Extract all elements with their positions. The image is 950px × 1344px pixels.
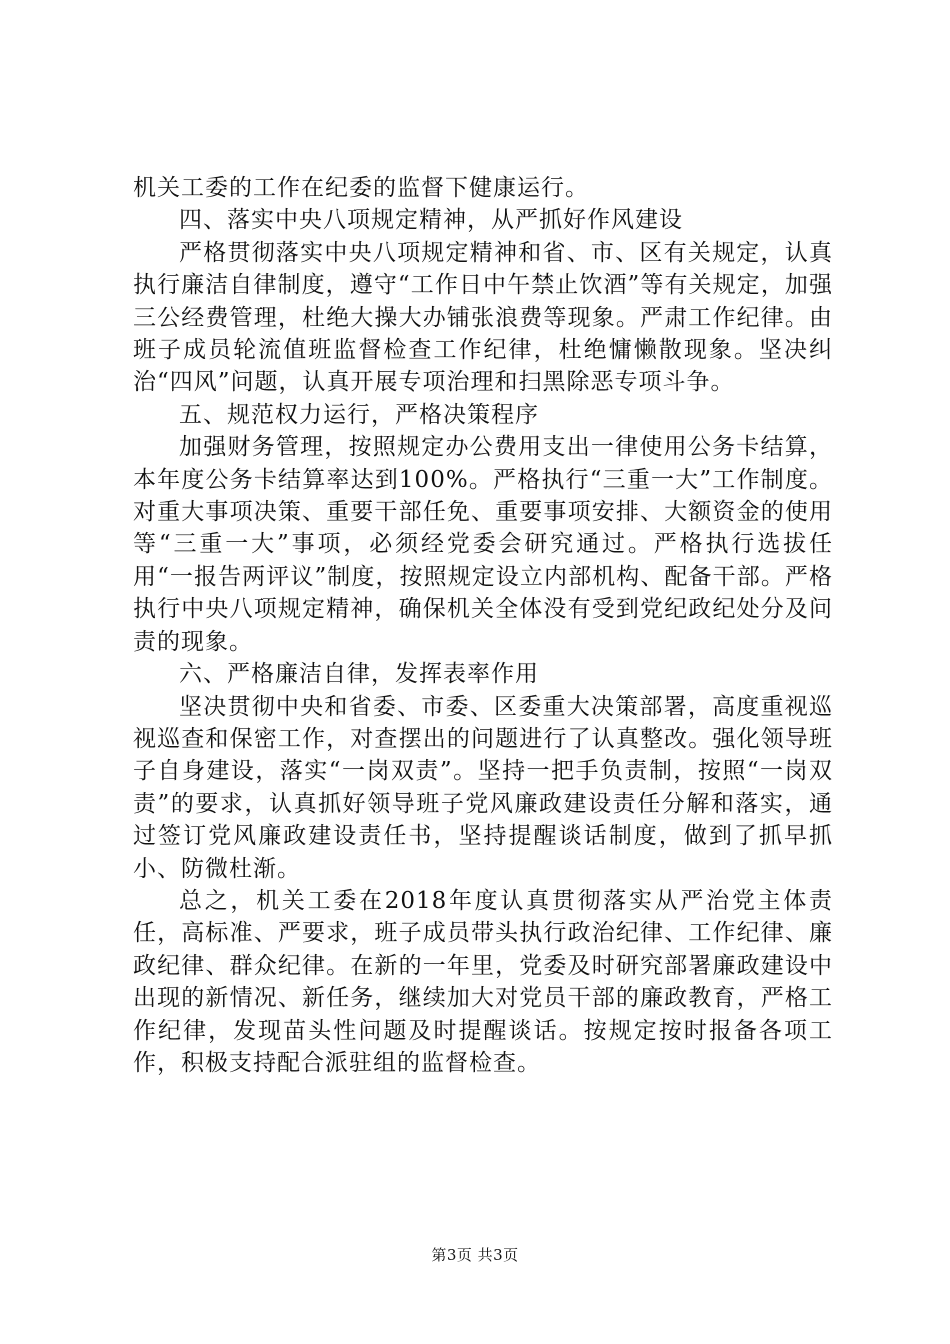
section-heading-six: 六、严格廉洁自律，发挥表率作用 xyxy=(179,661,539,688)
document-body xyxy=(133,172,833,1079)
section-heading-four: 四、落实中央八项规定精神，从严抓好作风建设 xyxy=(179,207,683,234)
page-number-footer: 第3页 共3页 xyxy=(431,1246,519,1264)
section-heading-five: 五、规范权力运行，严格决策程序 xyxy=(179,401,539,428)
paragraph-section-five: 加强财务管理，按照规定办公费用支出一律使用公务卡结算，本年度公务卡结算率达到100%。严格执行“三重一大”工作制度。对重大事项决策、重要干部任免、重要事项安排、大额资金的使用等“三重一大”事项，必须经党委会研究通过。严格执行选拔任用“一报告两评议”制度，按照规定设立内部机构、配备干部。严格执行中央八项规定精神，确保机关全体没有受到党纪政纪处分及问责的现象。 xyxy=(133,434,833,655)
paragraph-section-six: 坚决贯彻中央和省委、市委、区委重大决策部署，高度重视巡视巡查和保密工作，对查摆出的问题进行了认真整改。强化领导班子自身建设，落实“一岗双责”。坚持一把手负责制，按照“一岗双责”的要求，认真抓好领导班子党风廉政建设责任分解和落实，通过签订党风廉政建设责任书，坚持提醒谈话制度，做到了抓早抓小、防微杜渐。 xyxy=(133,693,833,882)
paragraph-conclusion: 总之，机关工委在2018年度认真贯彻落实从严治党主体责任，高标准、严要求，班子成员带头执行政治纪律、工作纪律、廉政纪律、群众纪律。在新的一年里，党委及时研究部署廉政建设中出现的新情况、新任务，继续加大对党员干部的廉政教育，严格工作纪律，发现苗头性问题及时提醒谈话。按规定按时报备各项工作，积极支持配合派驻组的监督检查。 xyxy=(133,887,833,1076)
paragraph-section-four: 严格贯彻落实中央八项规定精神和省、市、区有关规定，认真执行廉洁自律制度，遵守“工作日中午禁止饮酒”等有关规定，加强三公经费管理，杜绝大操大办铺张浪费等现象。严肃工作纪律。由班子成员轮流值班监督检查工作纪律，杜绝慵懒散现象。坚决纠治“四风”问题，认真开展专项治理和扫黑除恶专项斗争。 xyxy=(133,239,833,396)
paragraph-continuation: 机关工委的工作在纪委的监督下健康运行。 xyxy=(133,175,589,201)
